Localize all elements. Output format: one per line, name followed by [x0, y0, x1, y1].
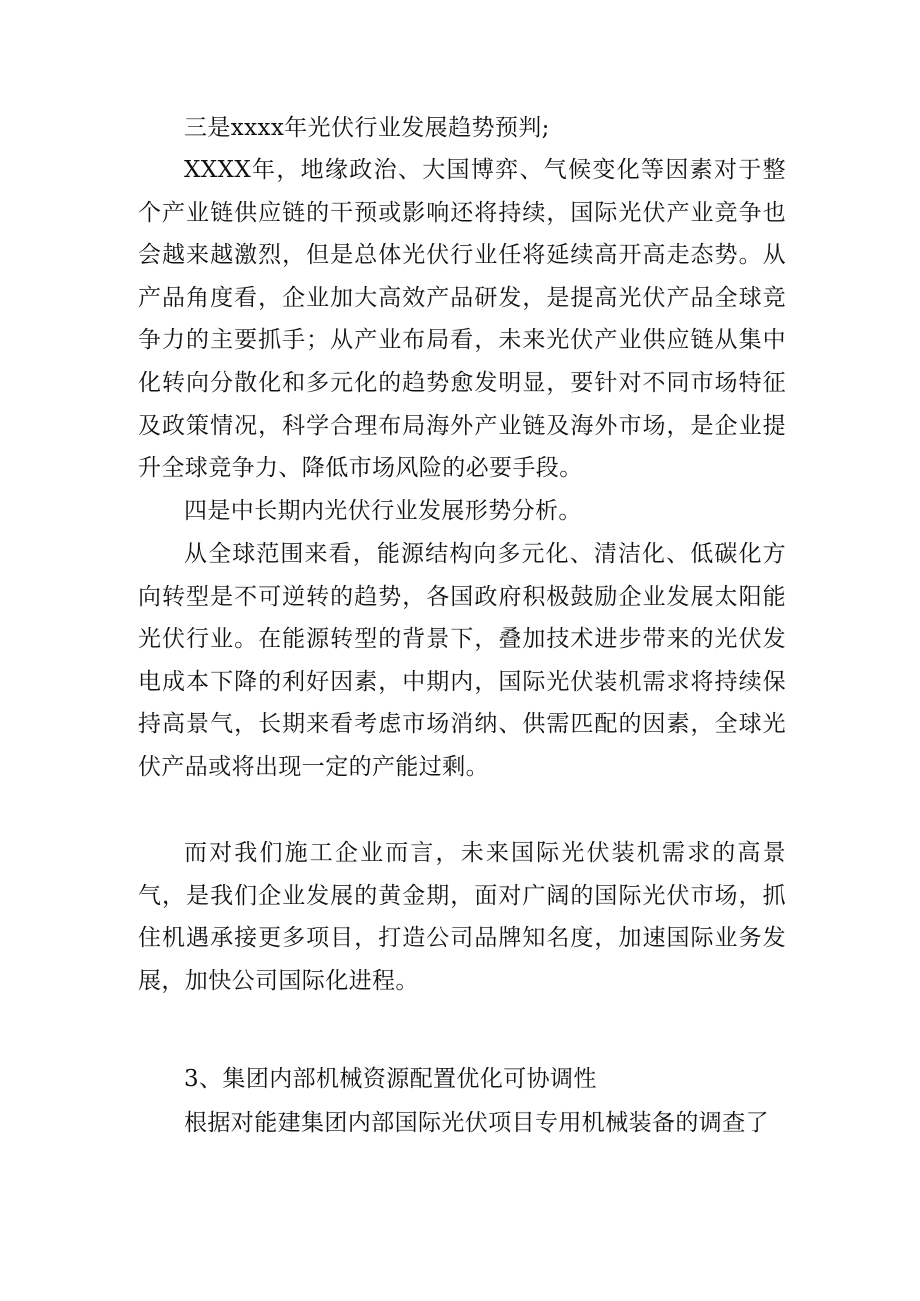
item3-heading: 3、集团内部机械资源配置优化可协调性	[184, 1066, 597, 1092]
item3-paragraph: 根据对能建集团内部国际光伏项目专用机械装备的调查了	[184, 1110, 769, 1136]
section4-heading: 四是中长期内光伏行业发展形势分析。	[184, 498, 582, 524]
section4-paragraph-2: 而对我们施工企业而言，未来国际光伏装机需求的高景气，是我们企业发展的黄金期，面对广阔的国际光伏市场，抓住机遇承接更多项目，打造公司品牌知名度，加速国际业务发展，加快公司国际化进程。	[138, 840, 786, 994]
section3-paragraph: XXXX年，地缘政治、大国博弈、气候变化等因素对于整个产业链供应链的干预或影响还将持续，国际光伏产业竞争也会越来越激烈，但是总体光伏行业任将延续高开高走态势。从产品角度看，企业加大高效产品研发，是提高光伏产品全球竞争力的主要抓手；从产业布局看，未来光伏产业供应链从集中化转向分散化和多元化的趋势愈发明显，要针对不同市场特征及政策情况，科学合理布局海外产业链及海外市场，是企业提升全球竞争力、降低市场风险的必要手段。	[138, 157, 786, 482]
section4-paragraph-1: 从全球范围来看，能源结构向多元化、清洁化、低碳化方向转型是不可逆转的趋势，各国政府积极鼓励企业发展太阳能光伏行业。在能源转型的背景下，叠加技术进步带来的光伏发电成本下降的利好因素，中期内，国际光伏装机需求将持续保持高景气，长期来看考虑市场消纳、供需匹配的因素，全球光伏产品或将出现一定的产能过剩。	[138, 541, 786, 780]
section3-heading: 三是xxxx年光伏行业发展趋势预判;	[184, 115, 550, 141]
